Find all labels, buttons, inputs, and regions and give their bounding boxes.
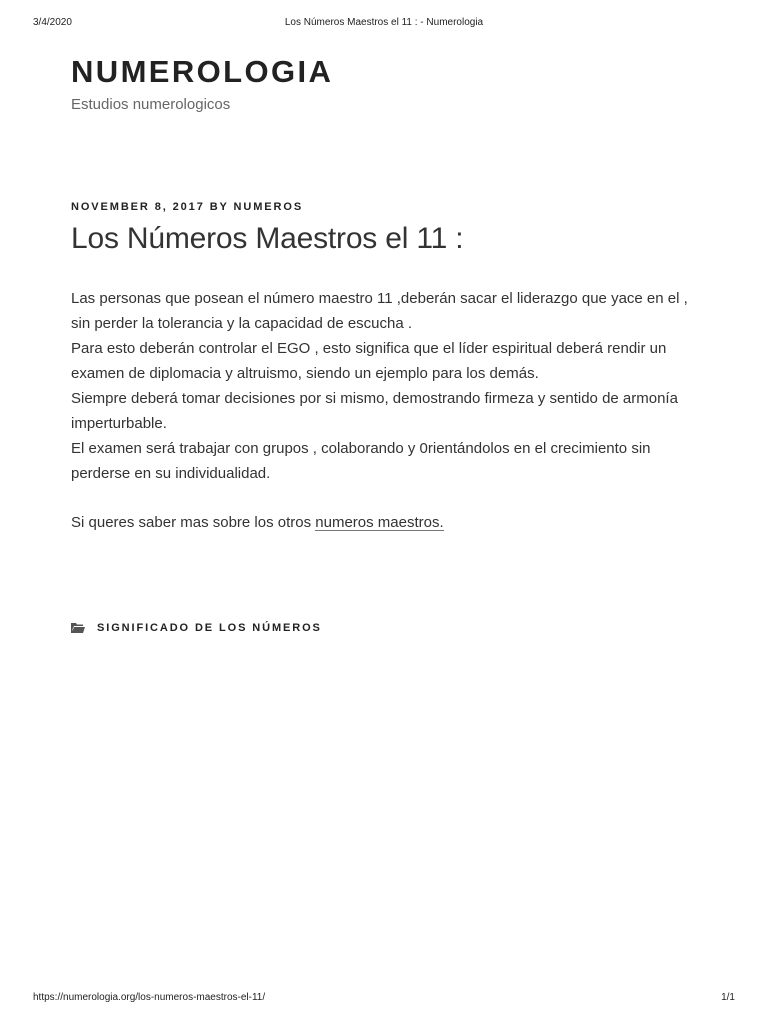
entry-meta	[71, 201, 303, 213]
paragraph-line: Las personas que posean el número maestro 11 ,deberán sacar el liderazgo que yace en el , sin perder la tolerancia y la capacidad de escucha .	[71, 290, 688, 332]
post-author[interactable]: NUMEROS	[233, 201, 304, 213]
paragraph-line: Para esto deberán controlar el EGO , esto significa que el líder espiritual deberá rendir un examen de diplomacia y altruismo, siendo un ejemplo para los demás.	[71, 340, 667, 382]
byline-label: BY	[209, 201, 229, 213]
category-link[interactable]: SIGNIFICADO DE LOS NÚMEROS	[97, 622, 322, 634]
print-page-number: 1/1	[721, 992, 735, 1003]
print-date: 3/4/2020	[33, 17, 72, 28]
category-links	[71, 622, 322, 634]
post-content	[71, 286, 701, 535]
print-footer	[33, 992, 735, 1006]
folder-icon	[71, 622, 85, 634]
post-date[interactable]: NOVEMBER 8, 2017	[71, 201, 205, 213]
site-description: Estudios numerologicos	[71, 96, 231, 113]
paragraph-spacer	[71, 486, 701, 510]
more-paragraph	[71, 510, 701, 535]
site-title[interactable]: NUMEROLOGIA	[71, 54, 334, 89]
post-title: Los Números Maestros el 11 :	[71, 222, 464, 255]
paragraph-line: El examen será trabajar con grupos , colaborando y 0rientándolos en el crecimiento sin perderse en su individualidad.	[71, 440, 651, 482]
numeros-maestros-link[interactable]: numeros maestros.	[315, 514, 444, 531]
print-header	[33, 17, 735, 31]
more-text: Si queres saber mas sobre los otros	[71, 514, 316, 531]
print-doc-title: Los Números Maestros el 11 : - Numerologia	[284, 17, 484, 28]
paragraph-line: Siempre deberá tomar decisiones por si mismo, demostrando firmeza y sentido de armonía imperturbable.	[71, 390, 678, 432]
print-url: https://numerologia.org/los-numeros-maestros-el-11/	[33, 992, 266, 1003]
